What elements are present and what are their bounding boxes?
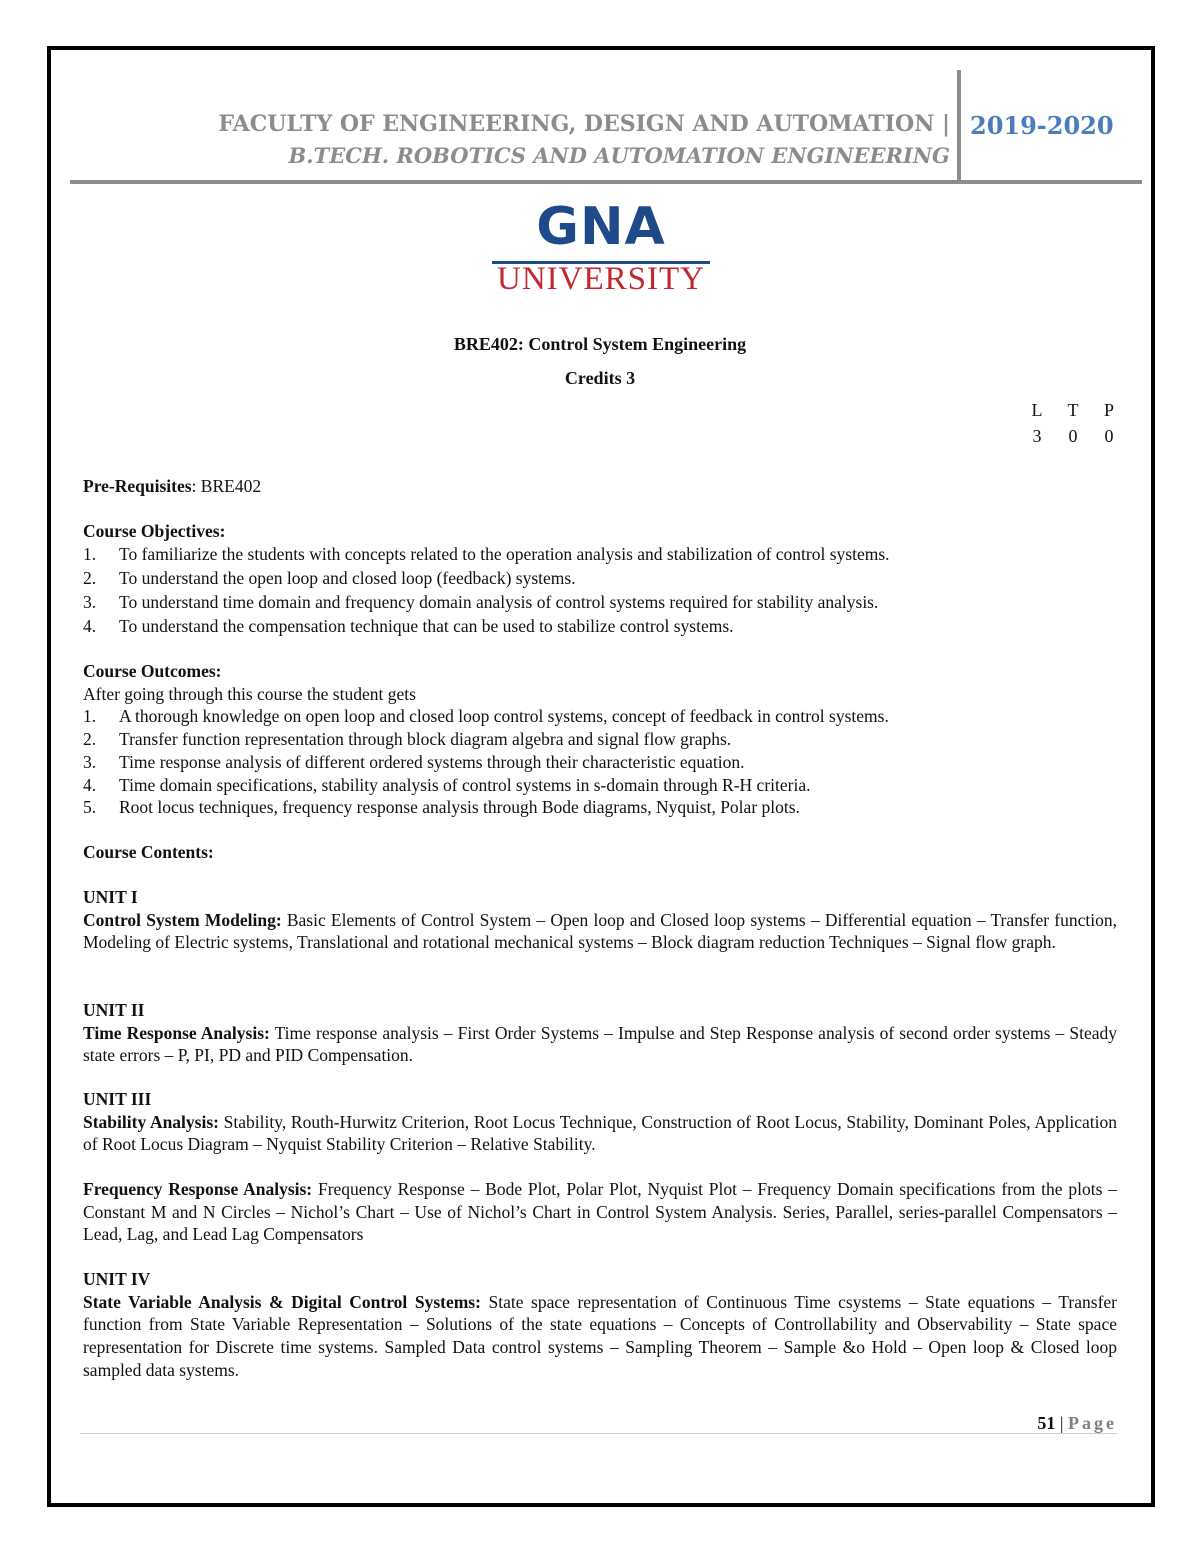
unit-1 — [83, 886, 1117, 954]
unit-topic: Time Response Analysis: — [83, 1022, 270, 1043]
unit-text: Time response analysis – First Order Systems – Impulse and Step Response analysis of second order systems – Steady state errors – P, PI, PD and PID Compensation. — [83, 1022, 1117, 1066]
footer-separator: | — [1055, 1413, 1069, 1433]
page-footer — [1037, 1413, 1117, 1434]
unit-topic: Frequency Response Analysis: — [83, 1179, 313, 1199]
list-item: 2. Transfer function representation through block diagram algebra and signal flow graphs. — [83, 729, 732, 750]
unit-3-frequency — [83, 1178, 1117, 1246]
prereq-value: : BRE402 — [191, 476, 262, 496]
unit-text: Basic Elements of Control System – Open loop and Closed loop systems – Differential equation – Transfer function, Modeling of Electric systems, Translational and rotational mechanical systems – Block diagram reduction Techniques – Signal flow graph. — [83, 909, 1117, 953]
unit-title: UNIT III — [83, 1089, 152, 1109]
ltp-value-l: 3 — [1032, 426, 1042, 446]
unit-title: UNIT I — [83, 887, 138, 907]
header-program: B.TECH. ROBOTICS AND AUTOMATION ENGINEERING — [288, 143, 950, 168]
objectives-heading: Course Objectives: — [83, 521, 226, 541]
list-item: 3. To understand time domain and frequency domain analysis of control systems required for stability analysis. — [83, 591, 879, 612]
ltp-header-p: P — [1103, 400, 1114, 420]
list-item: 1. A thorough knowledge on open loop and closed loop control systems, concept of feedback in control systems. — [83, 706, 889, 727]
footer-rule — [80, 1433, 1117, 1434]
course-title: BRE402: Control System Engineering — [453, 334, 747, 354]
list-item: 3. Time response analysis of different ordered systems through their characteristic equation. — [83, 751, 745, 772]
list-item: 5. Root locus techniques, frequency response analysis through Bode diagrams, Nyquist, Polar plots. — [83, 797, 800, 818]
ltp-header-t: T — [1067, 400, 1079, 420]
unit-text: Stability, Routh-Hurwitz Criterion, Root Locus Technique, Construction of Root Locus, Stability, Dominant Poles, Application of Root Locus Diagram – Nyquist Stability Criterion – Relative Stability. — [83, 1111, 1117, 1155]
unit-topic: Stability Analysis: — [83, 1111, 219, 1132]
university-logo — [490, 197, 712, 297]
unit-text: Frequency Response – Bode Plot, Polar Plot, Nyquist Plot – Frequency Domain specifications from the plots – Constant M and N Circles – Nichol’s Chart – Use of Nichol’s Chart in Control System Analysis. Series, Parallel, series-parallel Compensators – Lead, Lag, and Lead Lag Compensators — [83, 1179, 1117, 1245]
unit-title: UNIT IV — [83, 1269, 151, 1289]
logo-university-text: UNIVERSITY — [497, 261, 705, 297]
unit-4 — [83, 1268, 1117, 1382]
unit-text: State space representation of Continuous Time csystems – State equations – Transfer function from State Variable Representation – Solutions of the state equations – Concepts of Controllability and Observability – State space representation for Discrete time systems. Sampled Data control systems – Sampling Theorem – Sample &o Hold – Open loop & Closed loop sampled data systems. — [83, 1291, 1117, 1380]
prereq-label: Pre-Requisites — [83, 476, 192, 496]
logo-gna-text: GNA — [536, 197, 666, 257]
ltp-header-l: L — [1031, 400, 1043, 420]
course-objectives — [83, 520, 1117, 637]
list-item: 4. To understand the compensation technique that can be used to stabilize control systems. — [83, 615, 734, 636]
outcomes-heading: Course Outcomes: — [83, 661, 222, 681]
page-word: Page — [1068, 1413, 1117, 1433]
unit-3 — [83, 1088, 1117, 1156]
unit-topic: Control System Modeling: — [83, 909, 282, 930]
unit-topic: State Variable Analysis & Digital Control Systems: — [83, 1291, 481, 1312]
header-faculty: FACULTY OF ENGINEERING, DESIGN AND AUTOMATION | — [218, 111, 950, 137]
page-number: 51 — [1037, 1413, 1056, 1433]
list-item: 1. To familiarize the students with concepts related to the operation analysis and stabilization of control systems. — [83, 543, 890, 564]
course-credits: Credits 3 — [564, 368, 636, 388]
prerequisites — [83, 475, 1117, 498]
unit-2 — [83, 999, 1117, 1067]
header-year: 2019-2020 — [970, 111, 1114, 140]
course-contents-heading: Course Contents: — [83, 842, 214, 862]
ltp-value-t: 0 — [1068, 426, 1078, 446]
outcomes-intro: After going through this course the student gets — [83, 683, 416, 704]
ltp-value-p: 0 — [1104, 426, 1114, 446]
list-item: 4. Time domain specifications, stability analysis of control systems in s-domain through R-H criteria. — [83, 774, 811, 795]
header-divider-horizontal — [70, 180, 1142, 184]
unit-title: UNIT II — [83, 1000, 145, 1020]
header-divider-vertical — [957, 70, 961, 183]
list-item: 2. To understand the open loop and closed loop (feedback) systems. — [83, 567, 576, 588]
course-outcomes — [83, 660, 1117, 819]
